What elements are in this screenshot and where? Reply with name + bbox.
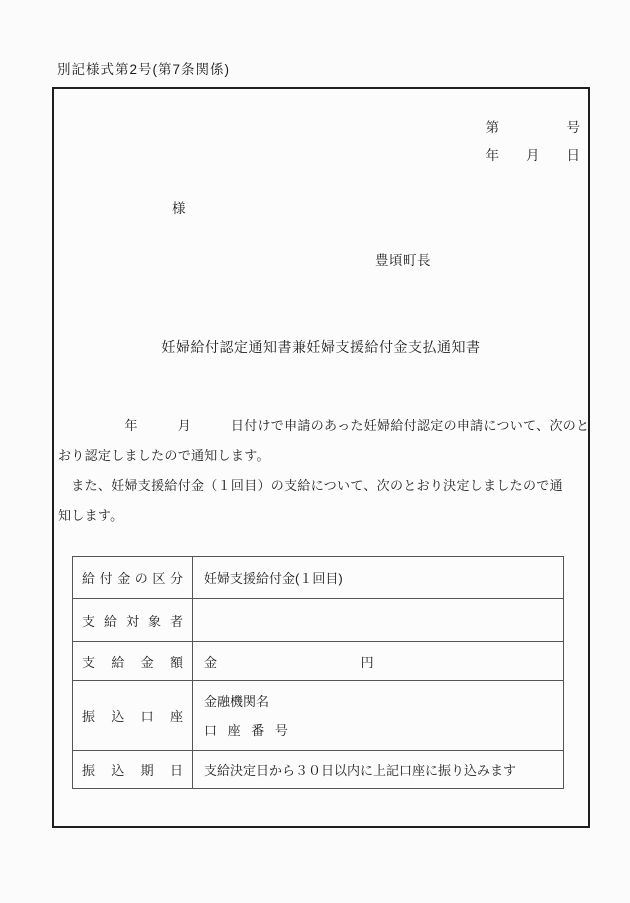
body-paragraph (58, 411, 590, 531)
row-value-transfer-date: 支給決定日から３０日以内に上記口座に振り込みます (193, 751, 564, 789)
body-line-4: 知します。 (58, 508, 124, 523)
body-line-2: おり認定しましたので通知します。 (58, 448, 270, 463)
amount-suffix-en-kanji: 円 (360, 654, 374, 670)
account-number-line: 口 座 番 号 (204, 722, 288, 738)
sender-name: 豊頃町長 (375, 253, 431, 268)
row-value-bank-account (193, 681, 564, 751)
row-label-transfer-date: 振 込 期 日 (73, 751, 193, 789)
table-row-transfer-date (73, 751, 564, 789)
form-reference-label: 別記様式第2号(第7条関係) (57, 62, 231, 77)
table-row-benefit-category (73, 557, 564, 599)
issue-date-line: 年 月 日 (485, 148, 580, 163)
body-line-3: また、妊婦支援給付金（１回目）の支給について、次のとおり決定しましたので通 (58, 478, 563, 493)
body-line-1: 年 月 日付けで申請のあった妊婦給付認定の申請について、次のと (58, 418, 590, 433)
row-value-benefit-category: 妊婦支援給付金(１回目) (193, 557, 564, 599)
row-label-payment-amount: 支 給 金 額 (73, 642, 193, 681)
table-row-payment-amount (73, 642, 564, 681)
table-row-recipient (73, 599, 564, 642)
benefit-table (72, 556, 564, 789)
row-value-payment-amount (193, 642, 564, 681)
row-label-recipient: 支 給 対 象 者 (73, 599, 193, 642)
issue-number-line: 第 号 (485, 120, 580, 135)
amount-prefix-yen-kanji: 金 (204, 654, 218, 670)
row-label-bank-account: 振 込 口 座 (73, 681, 193, 751)
addressee-honorific: 様 (172, 201, 186, 216)
bank-name-line: 金融機関名 (204, 693, 270, 709)
row-label-benefit-category: 給付金の区分 (73, 557, 193, 599)
document-title: 妊婦給付認定通知書兼妊婦支援給付金支払通知書 (161, 339, 481, 355)
notice-border-box (52, 87, 590, 828)
table-row-bank-account (73, 681, 564, 751)
row-value-recipient (193, 599, 564, 642)
